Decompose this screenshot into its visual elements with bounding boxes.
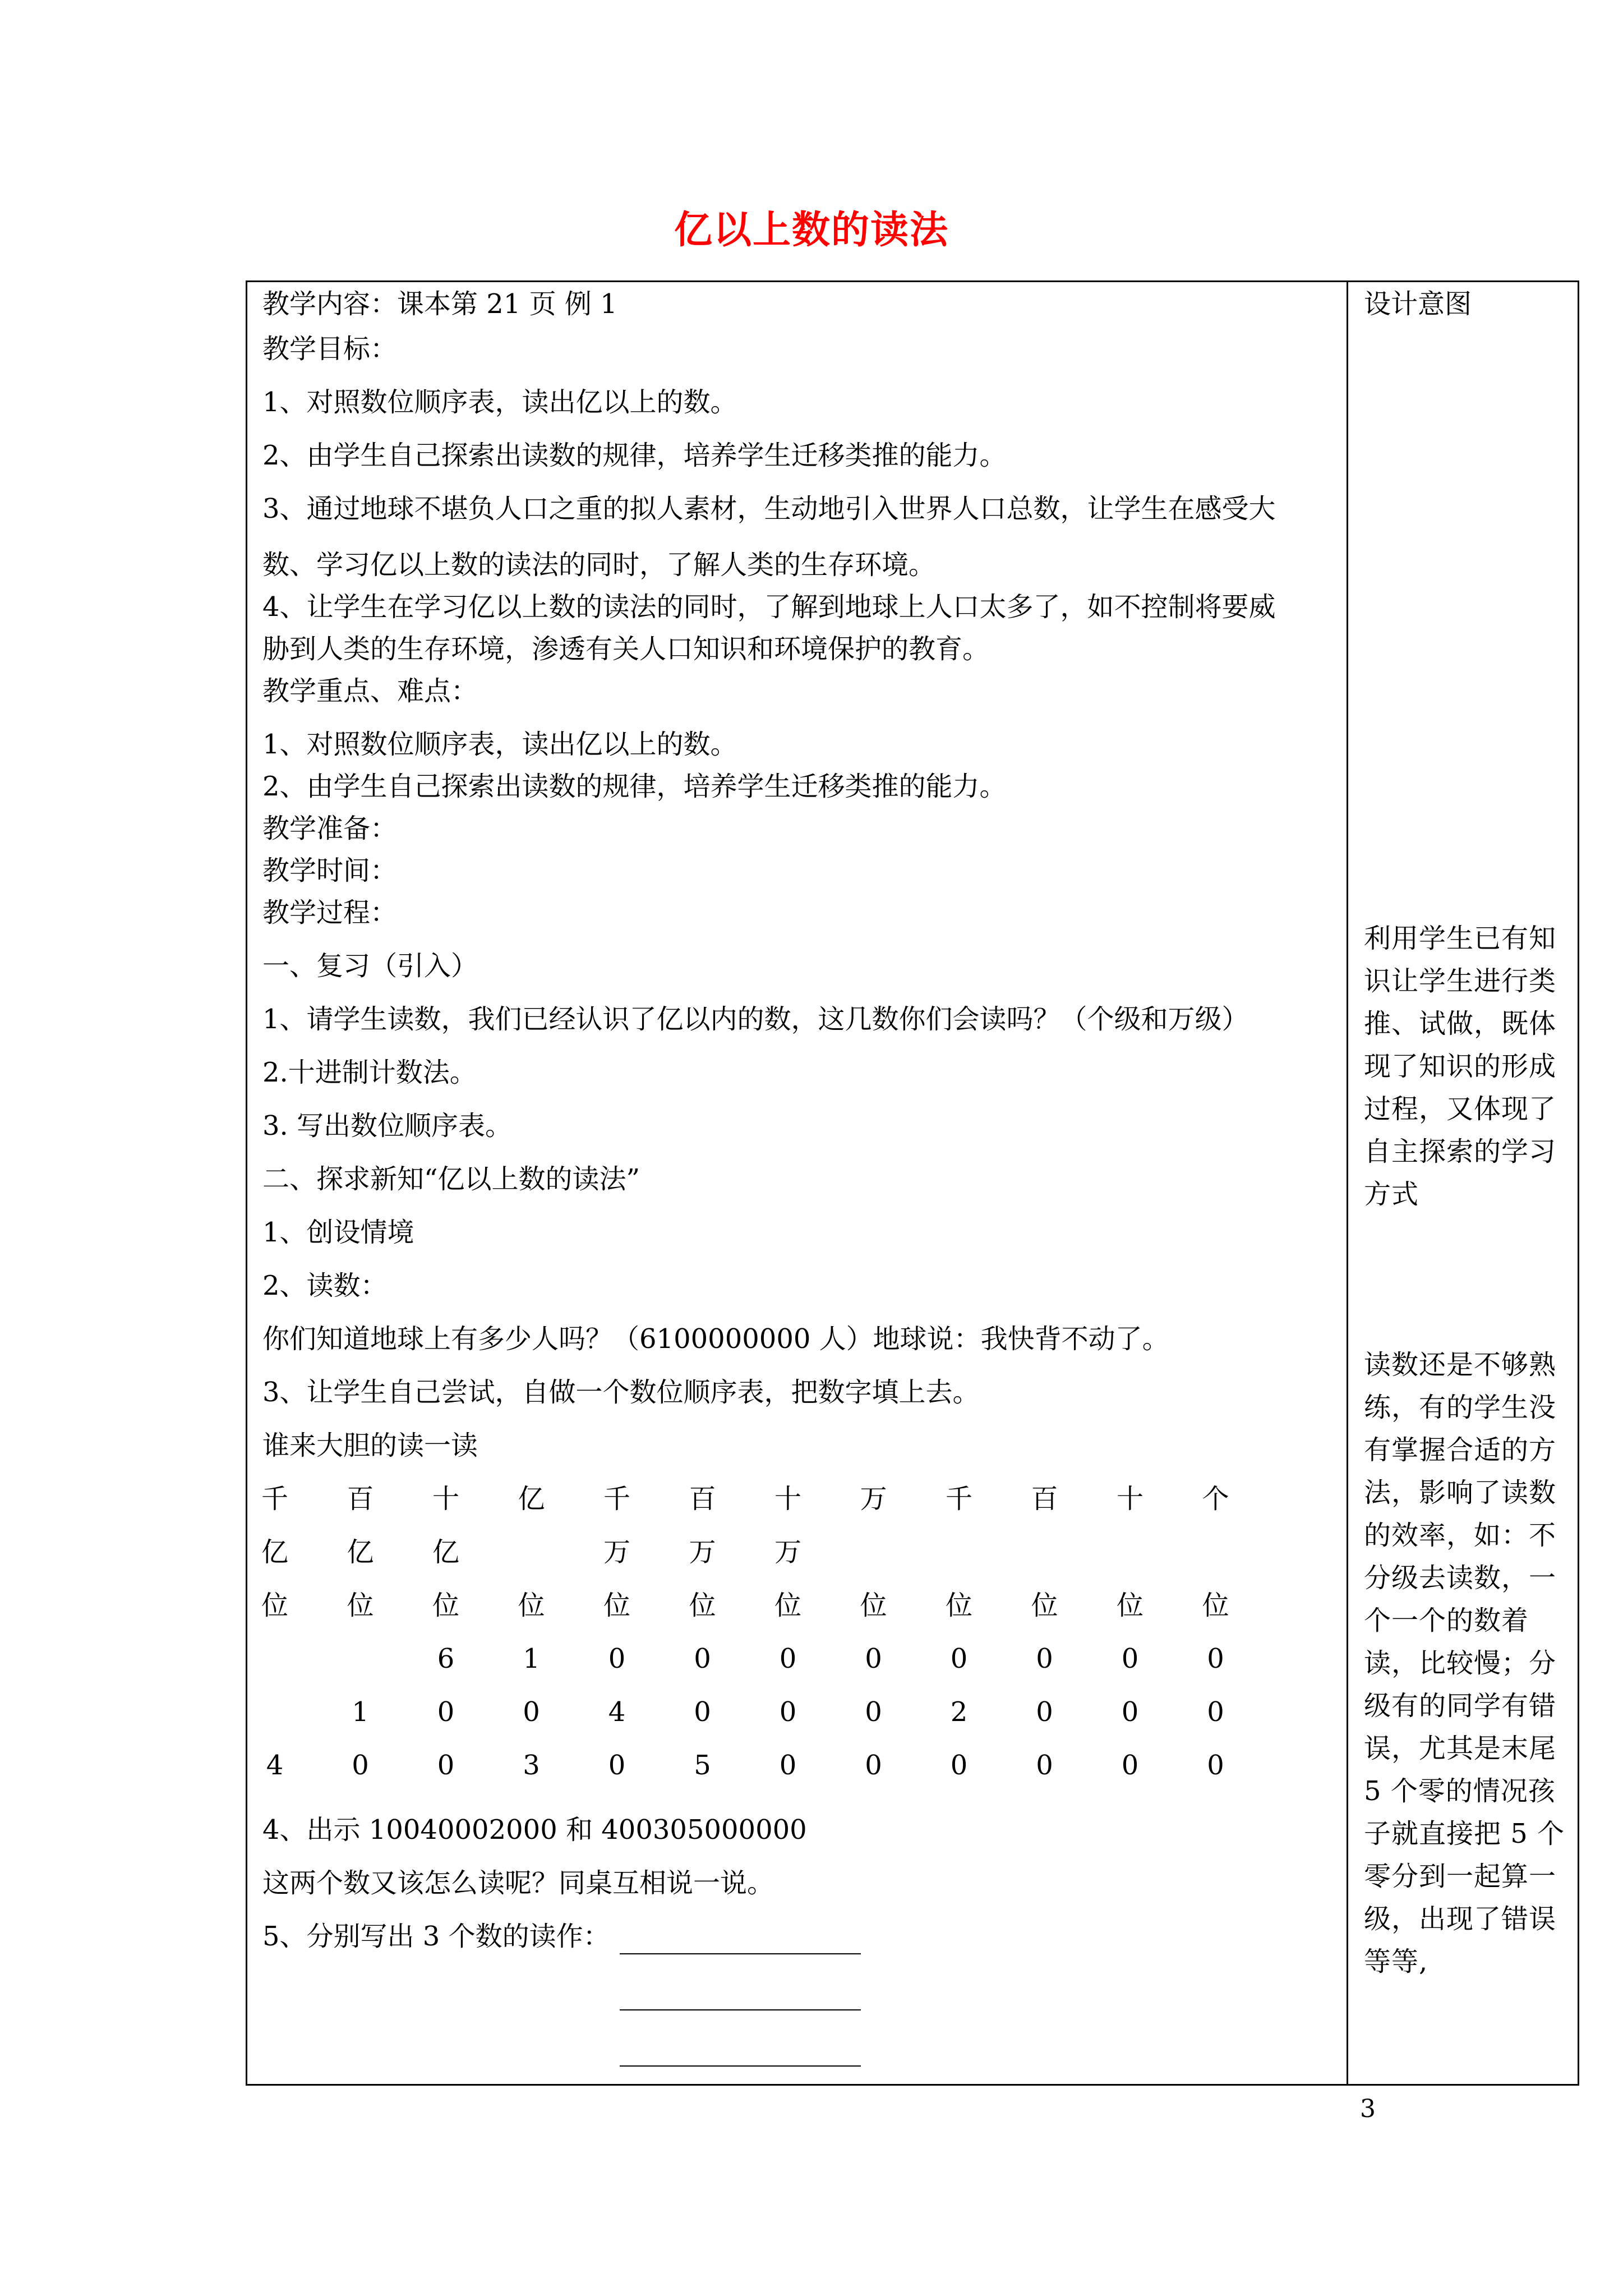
place-cell-num3-7: 0 (865, 1750, 882, 1781)
place-cell-num1-3: 1 (523, 1643, 540, 1674)
place-cell-num1-2: 6 (437, 1643, 455, 1674)
goal-4a: 4、让学生在学习亿以上数的读法的同时，了解到地球上人口太多了，如不控制将要威 (262, 591, 1276, 623)
explore-item-1: 1、创设情境 (262, 1217, 414, 1248)
key-point-1: 1、对照数位顺序表，读出亿以上的数。 (262, 729, 737, 760)
place-cell-num3-3: 3 (523, 1750, 540, 1781)
place-cell-num2-7: 0 (865, 1696, 882, 1728)
explore-item-3: 3、让学生自己尝试，自做一个数位顺序表，把数字填上去。 (262, 1377, 980, 1408)
place-cell-num2-6: 0 (779, 1696, 797, 1728)
explore-item-5: 5、分别写出 3 个数的读作： (262, 1921, 610, 1952)
answer-blank-2[interactable] (620, 2009, 861, 2010)
place-cell-num3-1: 0 (352, 1750, 369, 1781)
place-cell-row2-0: 亿 (261, 1536, 288, 1568)
place-cell-num2-3: 0 (523, 1696, 540, 1728)
review-item-3: 3. 写出数位顺序表。 (262, 1110, 513, 1142)
explore-item-3a: 谁来大胆的读一读 (262, 1430, 478, 1461)
place-cell-row3-3: 位 (518, 1590, 545, 1621)
place-cell-num2-4: 4 (608, 1696, 626, 1728)
page-title: 亿以上数的读法 (674, 208, 949, 252)
place-cell-row2-4: 万 (603, 1536, 630, 1568)
place-cell-num3-5: 5 (694, 1750, 711, 1781)
review-item-2: 2.十进制计数法。 (262, 1057, 477, 1088)
place-cell-num2-10: 0 (1121, 1696, 1139, 1728)
goal-2: 2、由学生自己探索出读数的规律，培养学生迁移类推的能力。 (262, 440, 1007, 471)
place-cell-num1-9: 0 (1036, 1643, 1053, 1674)
place-cell-num3-11: 0 (1207, 1750, 1224, 1781)
explore-item-4: 4、出示 10040002000 和 400305000000 (262, 1814, 807, 1846)
place-cell-row1-3: 亿 (518, 1483, 545, 1515)
explore-item-2a: 你们知道地球上有多少人吗？（6100000000 人）地球说：我快背不动了。 (262, 1323, 1169, 1355)
place-cell-row3-6: 位 (774, 1590, 801, 1621)
teaching-content: 教学内容：课本第 21 页 例 1 (262, 288, 617, 320)
column-divider (1347, 280, 1348, 2086)
place-cell-num3-2: 0 (437, 1750, 455, 1781)
place-cell-row1-2: 十 (432, 1483, 459, 1515)
place-cell-row1-1: 百 (347, 1483, 374, 1515)
place-cell-num3-10: 0 (1121, 1750, 1139, 1781)
place-cell-num2-8: 2 (950, 1696, 968, 1728)
key-points-heading: 教学重点、难点： (262, 675, 478, 707)
place-cell-row1-11: 个 (1202, 1483, 1229, 1515)
place-cell-num1-5: 0 (694, 1643, 711, 1674)
place-cell-row1-5: 百 (689, 1483, 716, 1515)
goal-1: 1、对照数位顺序表，读出亿以上的数。 (262, 386, 737, 418)
section-review: 一、复习（引入） (262, 950, 478, 982)
key-point-2: 2、由学生自己探索出读数的规律，培养学生迁移类推的能力。 (262, 771, 1007, 802)
review-item-1: 1、请学生读数，我们已经认识了亿以内的数，这几数你们会读吗？（个级和万级） (262, 1004, 1249, 1035)
preparation-heading: 教学准备： (262, 813, 398, 844)
place-cell-num1-11: 0 (1207, 1643, 1224, 1674)
explore-item-4a: 这两个数又该怎么读呢？同桌互相说一说。 (262, 1867, 774, 1899)
place-cell-row3-10: 位 (1116, 1590, 1144, 1621)
goal-4b: 胁到人类的生存环境，渗透有关人口知识和环境保护的教育。 (262, 633, 990, 665)
answer-blank-3[interactable] (620, 2065, 861, 2067)
place-cell-row1-4: 千 (603, 1483, 630, 1515)
place-cell-row3-9: 位 (1031, 1590, 1058, 1621)
place-cell-row2-5: 万 (689, 1536, 716, 1568)
place-cell-num1-7: 0 (865, 1643, 882, 1674)
place-cell-row3-8: 位 (945, 1590, 972, 1621)
place-cell-num2-11: 0 (1207, 1696, 1224, 1728)
place-cell-row3-1: 位 (347, 1590, 374, 1621)
place-cell-num1-6: 0 (779, 1643, 797, 1674)
place-cell-num2-5: 0 (694, 1696, 711, 1728)
place-cell-num3-9: 0 (1036, 1750, 1053, 1781)
design-intent-header: 设计意图 (1364, 288, 1472, 320)
place-cell-row1-0: 千 (261, 1483, 288, 1515)
design-note-2: 读数还是不够熟练，有的学生没有掌握合适的方法，影响了读数的效率，如：不分级去读数，一个一个的数着读，比较慢；分级有的同学有错误，尤其是末尾 5 个零的情况孩子就直接把 5 个零分到一起算一级，出现了错误等等, (1364, 1349, 1565, 1977)
place-cell-row2-6: 万 (774, 1536, 801, 1568)
place-cell-num2-9: 0 (1036, 1696, 1053, 1728)
place-cell-row1-10: 十 (1116, 1483, 1144, 1515)
place-cell-num1-4: 0 (608, 1643, 626, 1674)
explore-item-2: 2、读数： (262, 1270, 388, 1301)
place-cell-row1-8: 千 (945, 1483, 972, 1515)
place-cell-num3-8: 0 (950, 1750, 968, 1781)
answer-blank-1[interactable] (620, 1953, 861, 1954)
goal-3a: 3、通过地球不堪负人口之重的拟人素材，生动地引入世界人口总数，让学生在感受大 (262, 493, 1276, 524)
place-cell-row3-4: 位 (603, 1590, 630, 1621)
place-cell-num3-0: 4 (266, 1750, 284, 1781)
place-cell-row2-1: 亿 (347, 1536, 374, 1568)
process-heading: 教学过程： (262, 897, 398, 928)
page-number: 3 (1360, 2095, 1376, 2123)
place-cell-num3-6: 0 (779, 1750, 797, 1781)
time-heading: 教学时间： (262, 855, 398, 886)
place-cell-num1-8: 0 (950, 1643, 968, 1674)
place-cell-num2-1: 1 (352, 1696, 369, 1728)
place-cell-row3-11: 位 (1202, 1590, 1229, 1621)
place-cell-row3-0: 位 (261, 1590, 288, 1621)
design-note-1: 利用学生已有知识让学生进行类推、试做，既体现了知识的形成过程，又体现了自主探索的学习方式 (1364, 923, 1557, 1210)
goals-heading: 教学目标： (262, 333, 398, 365)
place-cell-row1-7: 万 (860, 1483, 887, 1515)
goal-3b: 数、学习亿以上数的读法的同时，了解人类的生存环境。 (262, 549, 936, 581)
place-cell-num1-10: 0 (1121, 1643, 1139, 1674)
place-cell-row3-2: 位 (432, 1590, 459, 1621)
place-cell-num2-2: 0 (437, 1696, 455, 1728)
section-explore: 二、探求新知“亿以上数的读法” (262, 1163, 640, 1195)
place-cell-row1-6: 十 (774, 1483, 801, 1515)
place-cell-row3-5: 位 (689, 1590, 716, 1621)
place-cell-num3-4: 0 (608, 1750, 626, 1781)
place-cell-row2-2: 亿 (432, 1536, 459, 1568)
place-cell-row3-7: 位 (860, 1590, 887, 1621)
place-cell-row1-9: 百 (1031, 1483, 1058, 1515)
